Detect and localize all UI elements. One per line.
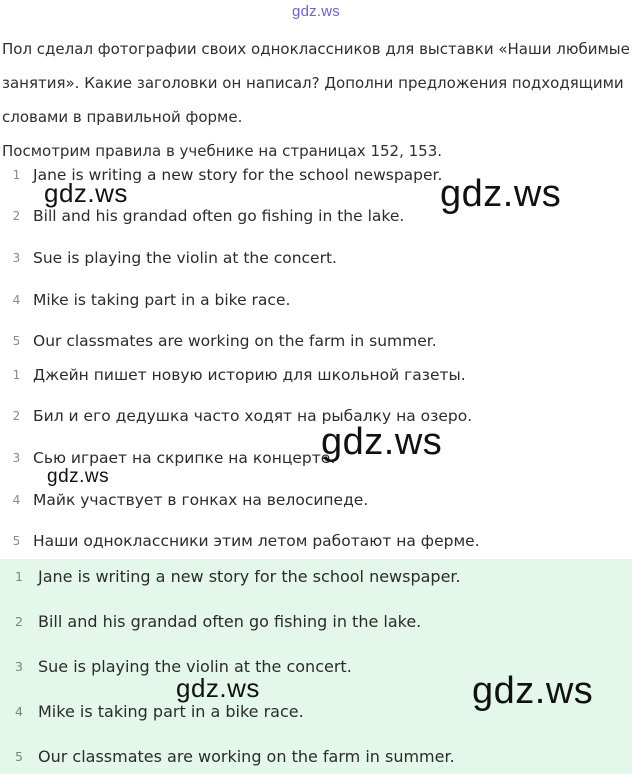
item-number: 3 <box>12 451 21 465</box>
answer-block <box>0 559 632 774</box>
site-logo: gdz.ws <box>292 3 340 20</box>
watermark: gdz.ws <box>44 178 128 208</box>
watermark: gdz.ws <box>472 670 594 712</box>
sentence-text: Наши одноклассники этим летом работают на ферме. <box>33 532 480 550</box>
instruction-line: словами в правильной форме. <box>2 108 243 126</box>
item-number: 4 <box>12 293 21 307</box>
watermark: gdz.ws <box>440 173 562 215</box>
sentence-text: Jane is writing a new story for the school newspaper. <box>33 166 443 184</box>
instruction-line: занятия». Какие заголовки он написал? Дополни предложения подходящими <box>2 74 624 92</box>
watermark: gdz.ws <box>176 673 260 703</box>
sentence-text: Bill and his grandad often go fishing in the lake. <box>38 611 422 631</box>
sentence-text: Сью играет на скрипке на концерте. <box>33 449 336 467</box>
english-sentence-3 <box>0 246 337 270</box>
russian-sentence-5 <box>0 529 480 553</box>
item-number: 1 <box>15 568 23 584</box>
item-number: 4 <box>12 493 21 507</box>
answer-sentence-5 <box>0 744 455 768</box>
item-number: 2 <box>12 209 21 223</box>
watermark: gdz.ws <box>47 466 110 487</box>
sentence-text: Бил и его дедушка часто ходят на рыбалку на озеро. <box>33 407 473 425</box>
task-instructions <box>2 32 630 168</box>
answer-sentence-1 <box>0 564 461 588</box>
sentence-text: Our classmates are working on the farm in summer. <box>33 332 437 350</box>
watermark: gdz.ws <box>321 421 443 463</box>
item-number: 1 <box>12 368 21 382</box>
item-number: 4 <box>15 703 23 719</box>
sentence-text: Sue is playing the violin at the concert. <box>38 656 352 676</box>
item-number: 3 <box>12 251 21 265</box>
item-number: 3 <box>15 658 23 674</box>
russian-sentence-4 <box>0 488 368 512</box>
sentence-text: Our classmates are working on the farm in summer. <box>38 746 455 766</box>
item-number: 2 <box>15 613 23 629</box>
item-number: 5 <box>12 334 21 348</box>
english-sentence-5 <box>0 329 437 353</box>
sentence-text: Sue is playing the violin at the concert. <box>33 249 337 267</box>
item-number: 2 <box>12 409 21 423</box>
item-number: 5 <box>12 534 21 548</box>
russian-sentence-1 <box>0 363 466 387</box>
item-number: 5 <box>15 748 23 764</box>
instruction-line: Пол сделал фотографии своих одноклассников для выставки «Наши любимые <box>2 40 630 58</box>
instruction-line: Посмотрим правила в учебнике на страницах 152, 153. <box>2 142 443 160</box>
sentence-text: Jane is writing a new story for the school newspaper. <box>38 566 461 586</box>
item-number: 1 <box>12 168 21 182</box>
answer-sentence-2 <box>0 609 421 633</box>
sentence-text: Джейн пишет новую историю для школьной газеты. <box>33 366 466 384</box>
english-sentence-4 <box>0 288 290 312</box>
sentence-text: Mike is taking part in a bike race. <box>33 291 291 309</box>
sentence-text: Майк участвует в гонках на велосипеде. <box>33 491 369 509</box>
sentence-text: Mike is taking part in a bike race. <box>38 701 304 721</box>
sentence-text: Bill and his grandad often go fishing in the lake. <box>33 207 405 225</box>
